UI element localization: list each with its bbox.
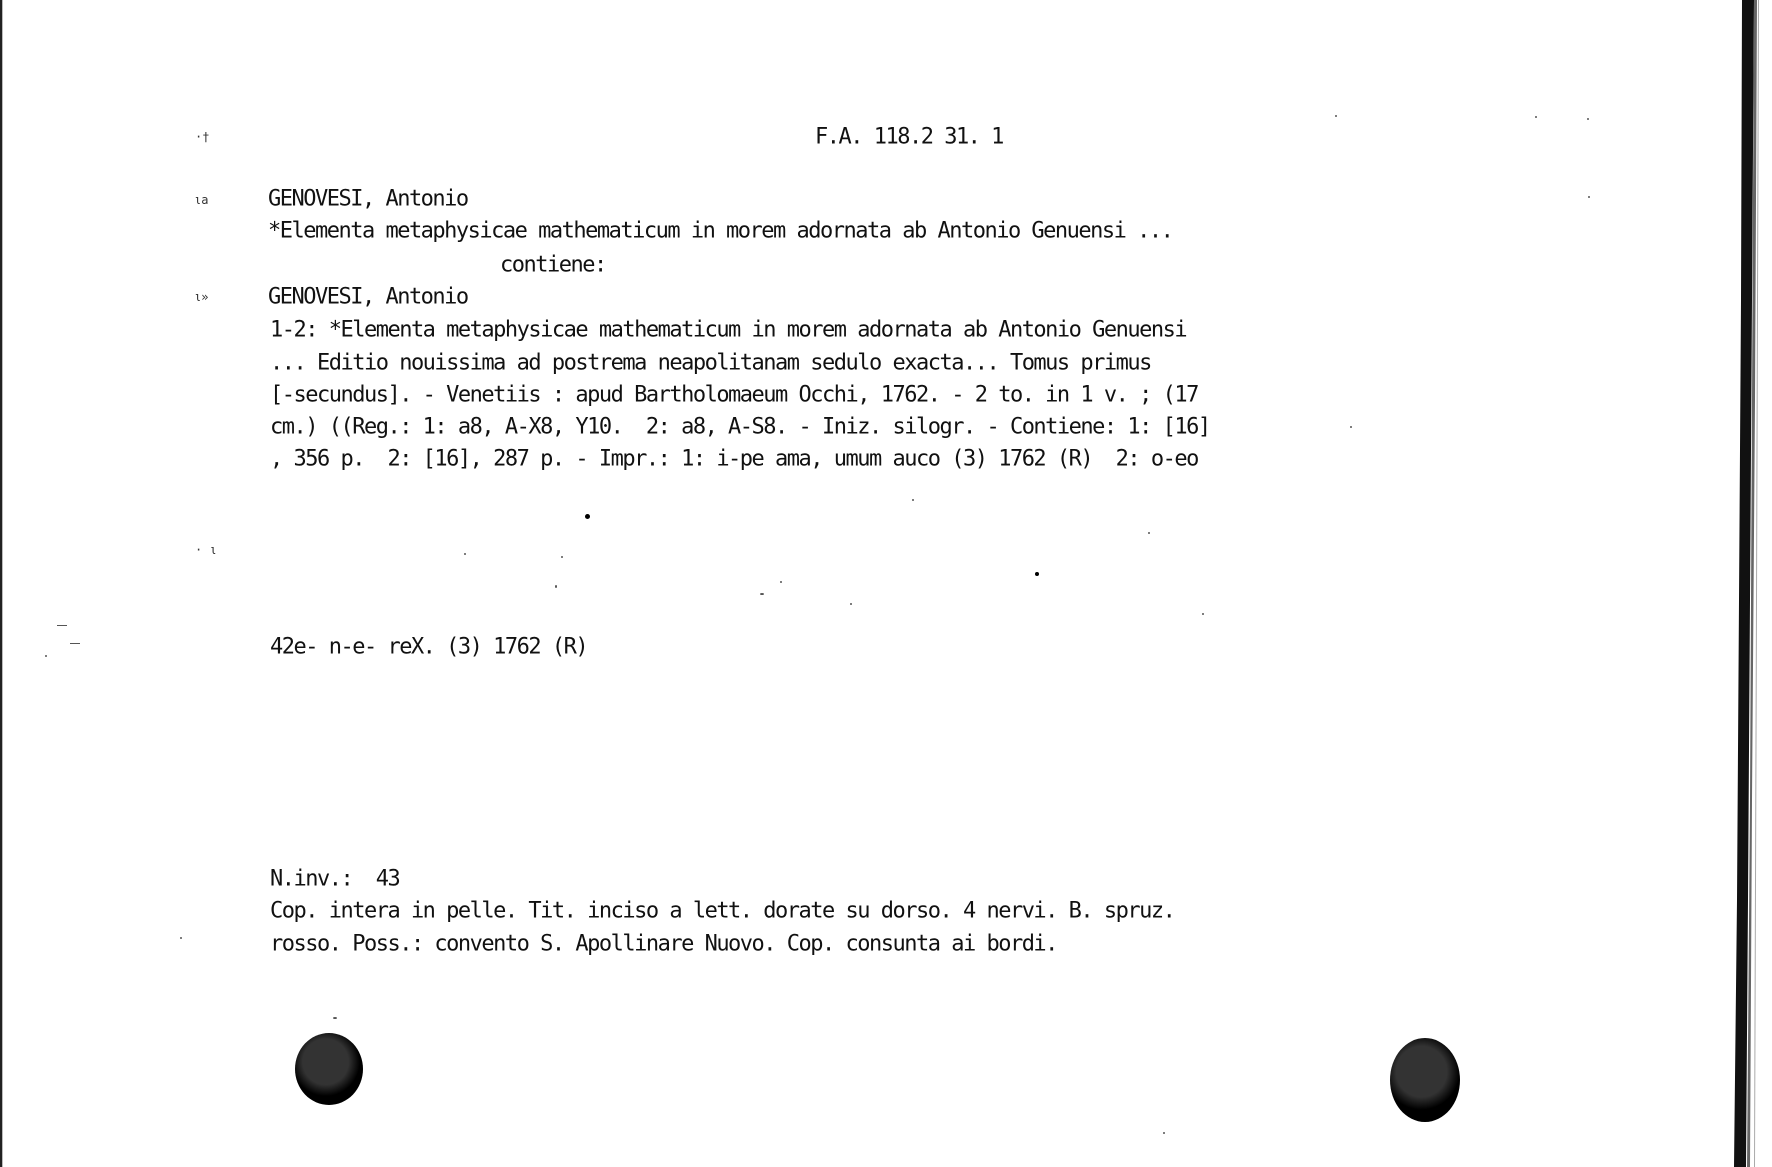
speck [1035, 572, 1039, 576]
speck [780, 581, 782, 583]
entry2-line: 1-2: *Elementa metaphysicae mathematicum in morem adornata ab Antonio Genuensi [270, 317, 1187, 343]
speck [561, 556, 563, 558]
speck [57, 625, 67, 626]
speck [1588, 196, 1590, 198]
card-left-edge [0, 0, 6, 1167]
speck [180, 937, 182, 939]
speck [1587, 118, 1589, 120]
entry1-contiene: contiene: [500, 252, 606, 278]
margin-mark: · ι [195, 543, 217, 557]
entry1-heading: GENOVESI, Antonio [268, 186, 468, 212]
speck [850, 603, 852, 605]
inventory-line [270, 862, 399, 897]
margin-mark: ι» [194, 290, 209, 304]
speck [70, 643, 80, 644]
speck [555, 585, 557, 588]
entry2-line: , 356 p. 2: [16], 287 p. - Impr.: 1: i-pe ama, umum auco (3) 1762 (R) 2: o-eo [270, 446, 1198, 472]
punch-hole-left [295, 1033, 363, 1105]
speck [333, 1017, 337, 1019]
inventory-number: 43 [375, 866, 400, 892]
speck [912, 499, 914, 501]
speck [585, 514, 590, 519]
entry2-heading: GENOVESI, Antonio [268, 284, 468, 310]
speck [1350, 426, 1352, 428]
speck [45, 655, 47, 657]
call-number: F.A. 118.2 31. 1 [815, 124, 1003, 150]
entry2-continuation: 42e- n-e- reX. (3) 1762 (R) [270, 634, 588, 660]
inventory-label: N.inv.: [270, 866, 353, 892]
speck [1202, 613, 1204, 615]
inventory-note: Cop. intera in pelle. Tit. inciso a lett. dorate su dorso. 4 nervi. B. spruz. [270, 898, 1175, 924]
entry1-title: *Elementa metaphysicae mathematicum in morem adornata ab Antonio Genuensi ... [268, 218, 1173, 244]
speck [760, 593, 764, 595]
card-right-edge [1728, 0, 1772, 1167]
inventory-note: rosso. Poss.: convento S. Apollinare Nuovo. Cop. consunta ai bordi. [270, 931, 1057, 957]
entry2-line: cm.) ((Reg.: 1: a8, A-X8, Y10. 2: a8, A-S8. - Iniz. silogr. - Contiene: 1: [16] [270, 414, 1210, 440]
speck [1148, 532, 1150, 534]
punch-hole-right [1390, 1038, 1460, 1122]
speck [464, 553, 466, 555]
speck [1335, 115, 1337, 117]
margin-mark: ·† [195, 130, 210, 144]
speck [1535, 116, 1537, 118]
speck [1163, 1132, 1165, 1134]
entry2-line: [-secundus]. - Venetiis : apud Bartholomaeum Occhi, 1762. - 2 to. in 1 v. ; (17 [270, 382, 1198, 408]
entry2-line: ... Editio nouissima ad postrema neapolitanam sedulo exacta... Tomus primus [270, 350, 1151, 376]
margin-mark: ιa [194, 193, 209, 207]
